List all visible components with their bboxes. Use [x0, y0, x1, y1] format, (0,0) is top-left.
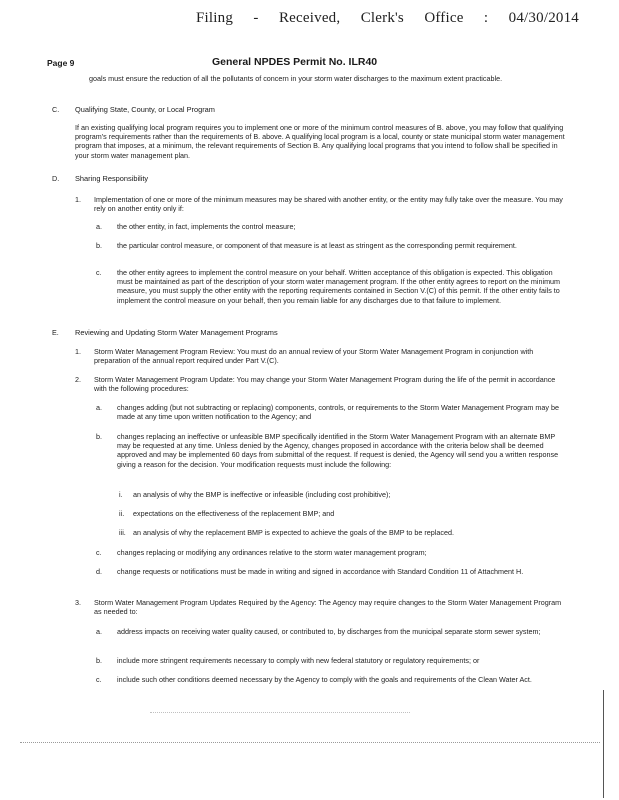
e2b-ii-text: expectations on the effectiveness of the replacement BMP; and [133, 509, 335, 518]
d1a-text: the other entity, in fact, implements the control measure; [117, 222, 296, 231]
e2d-letter: d. [96, 567, 102, 576]
section-c-heading: Qualifying State, County, or Local Program [75, 105, 215, 114]
e3a-letter: a. [96, 627, 102, 636]
stamp-received: Received, [278, 10, 341, 26]
e2b-letter: b. [96, 432, 102, 441]
e1-number: 1. [75, 347, 81, 356]
e1-text: Storm Water Management Program Review: You must do an annual review of your Storm Water Management Program in conjunction with preparation of the annual report required under Part V.(C). [94, 347, 534, 366]
intro-paragraph: goals must ensure the reduction of all the pollutants of concern in your storm water discharges to the maximum extent practicable. [89, 74, 503, 83]
stamp-colon: : [483, 10, 489, 26]
e2c-text: changes replacing or modifying any ordinances relative to the storm water management program; [117, 548, 427, 557]
section-d-heading: Sharing Responsibility [75, 174, 149, 183]
e2d-text: change requests or notifications must be made in writing and signed in accordance with Standard Condition 11 of Attachment H. [117, 567, 524, 576]
e2b-i-text: an analysis of why the BMP is ineffective or infeasible (including cost prohibitive); [133, 490, 391, 499]
stamp-filing: Filing [196, 10, 234, 26]
stamp-date: 04/30/2014 [508, 10, 579, 26]
e2b-i-num: i. [119, 490, 123, 499]
e3-number: 3. [75, 598, 81, 607]
permit-title: General NPDES Permit No. ILR40 [212, 56, 378, 68]
e2b-ii-num: ii. [119, 509, 125, 518]
e3-text: Storm Water Management Program Updates Required by the Agency: The Agency may require changes to the Storm Water Management Program as needed to: [94, 598, 562, 617]
section-d-label: D. [52, 174, 60, 183]
e2b-iii-num: iii. [119, 528, 126, 537]
page-header [47, 58, 579, 72]
stamp-dash: - [253, 10, 259, 26]
e2a-text: changes adding (but not subtracting or replacing) components, controls, or requirements to the Storm Water Management Program may be made at any time upon written notification to the Agency; and [117, 403, 559, 422]
scan-artifact-dots [150, 712, 410, 714]
e3b-text: include more stringent requirements necessary to comply with new federal statutory or regulatory requirements; or [117, 656, 480, 665]
e2b-text: changes replacing an ineffective or unfeasible BMP specifically identified in the Storm Water Management Program with an alternate BMP may be requested at any time. Unless denied by the Agency, changes proposed in accordance with the criteria below shall be deemed approved and may be implemented 60 days from submittal of the request. If request is denied, the Agency will send you a written response giving a reason for the decision. Your modification requests must include the following: [117, 432, 559, 469]
d1b-text: the particular control measure, or component of that measure is at least as stringent as the corresponding permit requirement. [117, 241, 517, 250]
page-number: Page 9 [47, 58, 75, 68]
section-e-heading: Reviewing and Updating Storm Water Management Programs [75, 328, 278, 337]
stamp-office: Office [424, 10, 464, 26]
d1-text: Implementation of one or more of the minimum measures may be shared with another entity, or the entity may fully take over the measure. You may rely on another entity only if: [94, 195, 563, 214]
e3b-letter: b. [96, 656, 102, 665]
e2a-letter: a. [96, 403, 102, 412]
section-e-label: E. [52, 328, 59, 337]
e3a-text: address impacts on receiving water quality caused, or contributed to, by discharges from the municipal separate storm sewer system; [117, 627, 541, 636]
d1b-letter: b. [96, 241, 102, 250]
d1c-letter: c. [96, 268, 102, 277]
section-c-label: C. [52, 105, 60, 114]
scan-artifact-line [20, 742, 600, 744]
filing-stamp [196, 10, 579, 27]
d1-number: 1. [75, 195, 81, 204]
e3c-text: include such other conditions deemed necessary by the Agency to comply with the goals and requirements of the Clean Water Act. [117, 675, 532, 684]
d1c-text: the other entity agrees to implement the control measure on your behalf. Written acceptance of this obligation is expected. This obligation must be maintained as part of the description of your storm water management program. If the other entity agrees to report on the minimum measure, you must supply the other entity with the reporting requirements contained in Section V.(C) of this permit. If the other entity fails to implement the control measure on your behalf, then you remain liable for any discharges due to that failure to implement. [117, 268, 561, 305]
section-c-body: If an existing qualifying local program requires you to implement one or more of the minimum control measures of B. above, you may follow that qualifying program's requirements rather than the requirements of B. above. A qualifying local program is a local, county or state municipal storm water management program that imposes, at a minimum, the relevant requirements of Section B. Any qualifying local programs that you intend to follow shall be specified in your storm water management plan. [75, 123, 565, 160]
e2-number: 2. [75, 375, 81, 384]
d1a-letter: a. [96, 222, 102, 231]
e3c-letter: c. [96, 675, 102, 684]
e2c-letter: c. [96, 548, 102, 557]
e2-text: Storm Water Management Program Update: You may change your Storm Water Management Program during the life of the permit in accordance with the following procedures: [94, 375, 556, 394]
scan-edge-line [603, 690, 604, 798]
stamp-clerks: Clerk's [360, 10, 404, 26]
e2b-iii-text: an analysis of why the replacement BMP is expected to achieve the goals of the BMP to be replaced. [133, 528, 454, 537]
